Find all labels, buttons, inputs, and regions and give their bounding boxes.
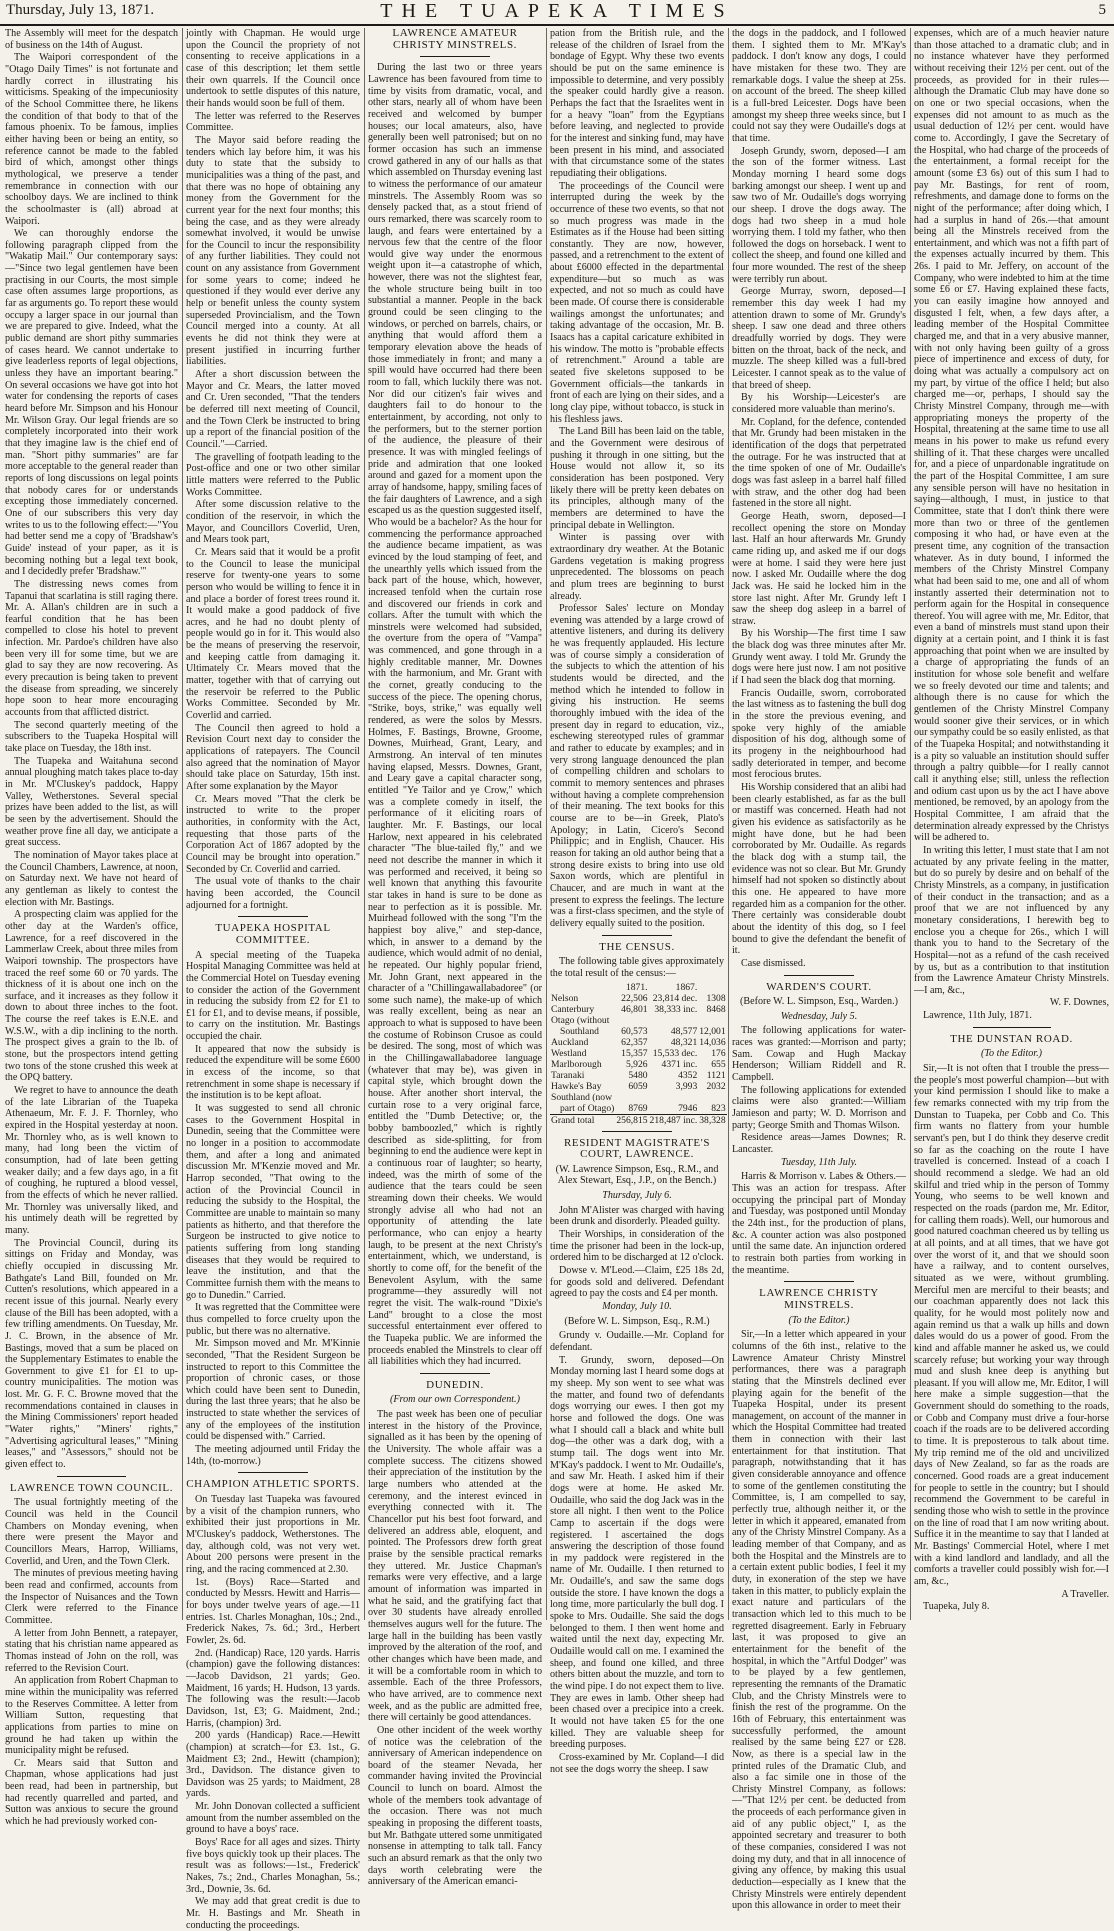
court-date: Tuesday, 11th July. <box>780 1156 858 1168</box>
article-paragraph: His Worship considered that an alibi had been clearly established, as far as the bull or mastiff was concerned. Heath had not given his evidence as satisfactorily as he might have done, but he had been corroborated by Mr. Oudaille. As regards the black dog with a stump tail, the evidence was not so clear. But Mr. Grundy himself had not spoken so distinctly about this one. He appeared to have more regarded him as a companion for the other. There certainly was considerable doubt about the identity of this dog, so I feel bound to give the defendant the benefit of it. <box>732 782 906 957</box>
article-paragraph: The Land Bill has been laid on the table, and the Government were desirous of pushing it through in one sitting, but the House would not allow it, so its consideration has been postponed. Very likely there will be pretty keen debates on its principles, although many of the members are determined to have the principal debate in Wellington. <box>550 426 724 531</box>
table-cell: 12,001 <box>699 1025 726 1037</box>
article-paragraph: Case dismissed. <box>741 957 806 969</box>
table-cell: 6059 <box>628 1080 648 1092</box>
article-paragraph: Francis Oudaille, sworn, corroborated the last witness as to fastening the bull dog in the store the previous evening, and spoke very highly of the amiable disposition of his dog, although some of its progeny in the neighbourhood had sadly deteriorated in temper, and become most ferocious brutes. <box>732 687 906 781</box>
article-paragraph: George Heath, sworn, deposed—I recollect opening the store on Monday last. Half an hour afterwards Mr. Grundy came riding up, and asked me if our dogs were at home. I said they were here just now. I asked Mr. Oudaille where the dog Jack was. He said he locked him in the store last night. After Mr. Grundy left I saw the sheep dog asleep in a barrel of straw. <box>732 510 906 627</box>
column-rule <box>182 28 183 1620</box>
table-header-row <box>550 982 727 993</box>
table-cell: Hawke's Bay <box>551 1080 602 1092</box>
table-cell <box>649 1015 699 1026</box>
article-paragraph: The Mayor said before reading the tenders which lay before him, it was his duty to state that the subsidy to municipalities was a thing of the past, and that there was no hope of obtaining any money from the Government for the current year for the next four months; this being the case, and as they were already somewhat involved, it would be unwise for the Council to incur the responsibility of any further liabilities. They could not count on any assistance from Government for some years to come; indeed he questioned if they would ever derive any help or benefit unless the county system superseded Provincialism, and the Town Council merged into a county. At all events he did not think they were at present justified in incurring further liabilities. <box>186 134 360 368</box>
article-paragraph: After some discussion relative to the condition of the reservoir, in which the Mayor, and Councillors Coverlid, Uren, and Mears took part, <box>186 499 360 546</box>
table-row <box>550 1092 727 1103</box>
article-paragraph: John M'Alister was charged with having been drunk and disorderly. Pleaded guilty. <box>550 1204 724 1228</box>
divider <box>602 1131 672 1132</box>
table-cell: 256,815 <box>616 1114 648 1126</box>
article-paragraph: jointly with Chapman. He would urge upon the Council the propriety of not consenting to receive applications in a case of this description; let them settle their own quarrels. If the Council once undertook to settle disputes of this nature, their hands would soon be full of them. <box>186 28 360 109</box>
article-paragraph: Residence areas—James Downes; R. Lancaster. <box>732 1132 906 1156</box>
article-paragraph: T. Grundy, sworn, deposed—On Monday morning last I heard some dogs at my sheep. My son went to see what was the matter, and found two of defendants dogs worrying our ewes. I then got my horse and followed the dogs. One was what I should call a black and white bull dog—the other was a dark dog, with a stump tail. The dogs went into Mr. M'Kay's paddock. I went to Mr. Oudaille's, and saw Mr. Heath. I asked him if their dogs were at home. He asked Mr. Oudaille, who said the dog Jack was in the store all night. I then went to the Police Camp to ascertain if the dogs were registered. I ascertained the dogs answering the description of those found in my paddock were registered in the name of Mr. Oudaille. I then returned to Mr. Oudaille's, and saw the same dogs outside the store. I have known the dogs a long time, more particularly the bull dog. I spoke to Mrs. Oudaille. She said the dogs belonged to them. I then went home and waited until the next day, expecting Mr. Oudaille would call on me. I examined the sheep, and found one killed, and three others bitten about the muzzle, and torn to the wind pipe. I do not expect them to live. They are ewes in lamb. Other sheep had been chased over a precipice into a creek. It would not have taken £5 for the one killed. They are valuable sheep for breeding purposes. <box>550 1354 724 1751</box>
table-cell: 655 <box>711 1058 726 1070</box>
table-cell: Taranaki <box>551 1069 585 1081</box>
table-cell: Southland <box>560 1025 599 1037</box>
bench-note: (Before W. L. Simpson, Esq., R.M.) <box>564 1315 710 1327</box>
article-paragraph: 1st. (Boys) Race—Started and conducted by Messrs. Hewitt and Harris—for boys under twelve years of age.—11 entries. 1st. Charles Monaghan, 10s.; 2nd., Frederick Nakes, 7s. 6d.; 3rd., Herbert Fowler, 2s. 6d. <box>186 1576 360 1646</box>
article-paragraph: After a short discussion between the Mayor and Cr. Mears, the latter moved and Cr. Uren seconded, "That the tenders be deferred till next meeting of Council, and the Town Clerk be instructed to bring up a report of the financial position of the Council."—Carried. <box>186 369 360 450</box>
letter-paragraph: Sir,—In a letter which appeared in your columns of the 6th inst., relative to the Lawrence Amateur Christy Minstrel performances, there was a paragraph stating that the Minstrels declined ever playing again for the benefit of the Tuapeka Hospital, under its present management, on account of the manner in which the Hospital Committee had treated them in connection with their last entertainment for that institution. That paragraph, notwithstanding that it has given considerable annoyance and offence to some of the gentlemen constituting the Committee, is, I am compelled to say, perfectly true, although neither it, or the letter in which it appeared, emanated from any of the Christy Minstrel Company. As a leading member of that Company, and as both the Hospital and the Minstrels are to a certain extent public bodies, I feel it my duty, in exoneration of the step we have taken in this matter, to publicly explain the exact nature and particulars of the transaction which led to this much to be regretted disagreement. Early in February last, it was proposed to give an entertainment for the benefit of the hospital, in which the "Artful Dodger" was to be played by a few gentlemen, representing the remnants of the Dramatic Club, and the Christy Minstrels were to finish the rest of the programme. On the 16th of February, this entertainment was successfully performed, the amount realised by the same being £27 or £28. Now, as there is a special law in the printed rules of the Dramatic Club, and also a fac simile one in those of the Christy Minstrel Company, as follows:—"That 12½ per cent. be deducted from the proceeds of each performance given in aid of any public object," I, as the appointed secretary and treasurer to both of these companies, considered I was not doing my duty, and that in all innocence of giving any offence, by making this usual deduction—especially as I knew that the Christy Minstrels were entirely dependent upon this allowance in order to meet their <box>732 1329 906 1912</box>
column-3 <box>368 27 542 1888</box>
table-cell: 48,321 <box>670 1036 698 1048</box>
article-paragraph: The past week has been one of peculiar interest in the history of the Province, signalled as it has been by the opening of the University. The whole affair was a complete success. The citizens showed their appreciation of the institution by the large numbers who attended at the ceremony, and the interest evinced in everything connected with it. The Chancellor put his best foot forward, and delivered an address able, eloquent, and pointed. The Professors drew forth great praise by the sensible practical remarks they uttered. Mr. Justice Chapman's remarks were very effective, and a large amount of information was imparted in what he said, and the gratifying fact that over 30 students have already enrolled themselves augurs well for the future. The large hall in the building has been vastly improved by the alteration of the roof, and other changes which have been made, and it will be a comfortable room in which to assemble. Each of the three Professors, who have arrived, are to commence next week, and as the public are admitted free, there will certainly be good attendances. <box>368 1409 542 1724</box>
table-cell: 218,487 inc. <box>649 1114 698 1126</box>
table-header-cell: 1871. <box>625 981 648 993</box>
divider <box>602 935 672 936</box>
article-paragraph: The letter was referred to the Reserves Committee. <box>186 110 360 134</box>
table-cell: 46,801 <box>621 1003 648 1015</box>
table-row <box>550 993 727 1004</box>
article-paragraph: George Murray, sworn, deposed—I remember this day week I had my attention drawn to some of Mr. Grundy's sheep. I saw one dead and three others dreadfully worried by dogs. They were bitten on the throat, back of the neck, and muzzle. The sheep killed was a full-bred Leicester. I cannot speak as to the value of that breed of sheep. <box>732 286 906 391</box>
table-cell: Otago (without <box>551 1014 610 1026</box>
letter-place-date: Lawrence, 11th July, 1871. <box>923 1010 1032 1022</box>
table-cell: 62,357 <box>621 1036 648 1048</box>
column-rule <box>546 28 547 1620</box>
table-cell: 176 <box>711 1047 726 1059</box>
news-item: We can thoroughly endorse the following paragraph clipped from the "Wakatip Mail." Our contemporary says:—"Since two legal gentlemen have been practising in our Courts, the most simple case often assumes large proportions, as far as arguments go. To report these would occupy a larger space in our journal than we are prepared to give. Indeed, what the public demand are short pithy summaries of cases heard. We cannot undertake to give leaderless reports of legal objections, unless they have an important bearing." On several occasions we have got into hot water for condensing the reports of cases heard before Mr. Simpson and his Honour Mr. Wilson Gray. Our legal friends are so completely incorporated into their work that they imagine law is the chief end of man. "Short pithy summaries" are far more acceptable to the general reader than reports of long discussions on legal points that nobody cares for or understands excepting those immediately concerned. One of our subscribers this very day writes to us to the following effect:—"You had better send me a copy of 'Bradshaw's Guide' instead of your paper, as it is becoming nothing but a legal text book, and I decidedly prefer 'Bradshaw.'" <box>5 228 178 578</box>
table-row <box>550 1070 727 1081</box>
section-heading-wardens-court: WARDEN'S COURT. <box>766 980 872 993</box>
letter-address: (To the Editor.) <box>980 1048 1043 1060</box>
table-cell: Nelson <box>551 992 579 1004</box>
article-paragraph: Winter is passing over with extraordinary dry weather. At the Botanic Gardens vegetation is making progress unprecedented. The blossoms on peach and plum trees are beginning to burst already. <box>550 532 724 602</box>
news-item: The Tuapeka and Waitahuna second annual ploughing match takes place to-day in Mr. M'Cluskey's paddock, Happy Valley, Wetherstones. Several special prizes have been added to the list, as will be seen by the advertisement. Should the weather prove fine all day, we anticipate a great success. <box>5 755 178 849</box>
court-date: Wednesday, July 5. <box>780 1010 858 1022</box>
article-paragraph: The usual fortnightly meeting of the Council was held in the Council Chambers on Monday evening, when there were present the Mayor and Councillors Mears, Harrop, Williams, Coverlid, and Uren, and the Town Clerk. <box>5 1497 178 1567</box>
table-row <box>550 1103 727 1115</box>
masthead <box>0 0 1114 26</box>
column-6 <box>914 28 1109 1620</box>
column-5 <box>732 28 906 1912</box>
article-paragraph: During the last two or three years Lawrence has been favoured from time to time by visits from dramatic, vocal, and other stars, nearly all of whom have been received and welcomed by bumper houses; our local amateurs, also, have generally been well patronised; but on no former occasion has such an immense crowd gathered in any of our halls as that which assembled on Thursday evening last to witness the performance of our amateur minstrels. The Assembly Room was so densely packed that, as a stout friend of ours remarked, there was scarcely room to laugh, and fears were entertained by a nervous few that the centre of the floor would give way under the enormous weight upon it—a catastrophe of which, however, there was not the slightest fear, the whole structure being built in too substantial a manner. People in the back ground could be seen clinging to the windows, or perched on barrels, chairs, or anything that would afford them a temporary elevation above the heads of those immediately in front; and many a spill would have occurred had there been room to fall, which luckily there was not. Nor did our citizen's fair wives and daughters fail to do honour to the entertainment, by according, not only to the performers, but to the sterner portion of the audience, the pleasure of their presence. It was with mingled feelings of pride and admiration that one looked around and gazed for a moment upon the array of handsome, happy, smiling faces of the fair daughters of Lawrence, and a sigh escaped us as the question suggested itself, Who would be a bachelor? As the hour for commencing the performance approached the audience became impatient, as was evinced by the loud stamping of feet, and the unearthly yells which issued from the back part of the house, which, however, increased tenfold when the curtain rose and discovered our friends in cork and collars. After the tumult with which the minstrels were welcomed had subsided, the overture from the opera of "Vampa" was commenced, and gone through in a highly creditable manner, Mr. Downes with the harmonium, and Mr. Grant with the cornet, greatly conducing to the success of the piece. The opening chorus, "Strike, boys, strike," was equally well rendered, as were the solos by Messrs. Holmes, F. Bastings, Browne, Groome, Downes, Muirhead, Grant, Leary, and Armstrong. An interval of ten minutes having elapsed, Messrs. Downes, Grant, and Leary gave a capital character song, entitled "Ye Tailor and ye Crow," which was a complete comedy in itself, the performance of it eliciting roars of laughter. Mr. F. Bastings, our local Harlow, next appeared in his celebrated character "The blue-tailed fly," and we need not describe the manner in which it was performed and received, it being so well known that anything this favourite star takes in hand is sure to be done as near to perfection as it is possible. Mr. Muirhead followed with the song "I'm the happiest boy alive," and step-dance, which, in answer to a demand by the audience, which would admit of no denial, he repeated. Our highly popular friend, Mr. John Grant, next appeared in the character of a "Chillingawallabadoree" (or some such name), the make-up of which was really excellent, being as near an approach to what is supposed to have been the costume of Robinson Crusoe as could be desired. The song, most of which was in the Chillingawallabadoree language (whatever that may be), was given in capital style, which brought down the house. After another short interval, the curtain rose to a very original farce, entitled the "Dumb Detective; or, the bobby bamboozled," which is rightly described as side-splitting, for from beginning to end the audience were kept in a continuous roar of laughter; so hearty, indeed, was the mirth of some of the audience that the tears could be seen streaming down their cheeks. We would strongly advise all who had not an opportunity of attending the late performance, who can enjoy a hearty laugh, to be present at the next Christy's entertainment, which, we understand, is shortly to come off, for the benefit of the Benevolent Asylum, with the same programme—they assuredly will not regret the visit. The walk-round "Dixie's Land" brought to a close the most successful entertainment ever offered to the Tuapeka public. We are informed the proceeds enabled the Minstrels to clear off all liabilities which they had incurred. <box>368 62 542 1368</box>
table-cell: 22,506 <box>621 992 648 1004</box>
article-paragraph: The following applications for extended claims were also granted:—William Jamieson and party; W. D. Morrison and party; George Smith and Thomas Wilson. <box>732 1084 906 1131</box>
article-paragraph: A letter from John Bennett, a ratepayer, stating that his christian name appeared as Thomas instead of John on the roll, was referred to the Revision Court. <box>5 1627 178 1674</box>
table-cell: 4352 <box>678 1069 698 1081</box>
article-paragraph: The gravelling of footpath leading to the Post-office and one or two other similar little matters were referred to the Public Works Committee. <box>186 451 360 498</box>
table-header-cell: 1867. <box>675 981 698 993</box>
section-heading-dunedin: DUNEDIN. <box>426 1378 484 1391</box>
table-cell: 1121 <box>706 1069 726 1081</box>
news-item: The nomination of Mayor takes place at the Council Chambers, Lawrence, at noon, on Saturday next. We have not heard of any gentleman as likely to contest the election with Mr. Bastings. <box>5 849 178 908</box>
table-row <box>550 1026 727 1037</box>
table-row <box>550 1059 727 1070</box>
column-rule <box>728 28 729 1620</box>
article-paragraph: One other incident of the week worthy of notice was the celebration of the anniversary of American independence on board of the steamer Nevada, her commander having invited the Provincial Council to lunch on board. Almost the whole of the members took advantage of the occasion. There was not much speaking in proposing the different toasts, but Mr. Bathgate uttered some unmitigated nonsense in attempting to talk tall. Fancy such an absurd remark as that the only two days worth celebrating were the anniversary of the American emanci- <box>368 1724 542 1888</box>
letter-signature: W. F. Downes, <box>1049 997 1109 1009</box>
table-cell: 3,993 <box>675 1080 698 1092</box>
divider <box>420 56 490 57</box>
article-paragraph: Joseph Grundy, sworn, deposed—I am the son of the former witness. Last Monday morning I heard some dogs barking amongst our sheep. I went up and saw two of Mr. Oudaille's dogs worrying our sheep. I drove the dogs away. The dogs had two sheep in a mud hole worrying them. I told my father, who then followed the dogs on horseback. I went to collect the sheep, and found one killed and four more wounded. The rest of the sheep were terribly run about. <box>732 145 906 285</box>
column-rule <box>910 28 911 1620</box>
column-rule <box>364 28 365 1620</box>
article-paragraph: By his Worship—Leicester's are considered more valuable than merino's. <box>732 392 906 415</box>
article-paragraph: The following applications for water-races was granted:—Morrison and party; Sam. Cowap and Hugh Mackay Henderson; William Riddell and R. Campbell. <box>732 1025 906 1084</box>
table-cell <box>698 1092 726 1103</box>
news-item: The Waipori correspondent of the "Otago Daily Times" is not fortunate and hardly correct in illustrating his witticisms. Speaking of the impecuniosity of the School Committee there, he likens the condition of that body to that of the famous phoenix. To be famous, implies either having been or being an entity, so reference cannot be made to the fabled bird of which, amongst other things mythological, we preserve a tender remembrance in connection with our schoolboy days. We are inclined to think the schoolmaster is (all) abroad at Waipori. <box>5 52 178 227</box>
table-cell: 23,814 dec. <box>652 992 698 1004</box>
article-paragraph: The proceedings of the Council were interrupted during the week by the occurrence of these two events, so that not so much progress was made in the Estimates as if the House had been sitting constantly. They are now, however, passed, and a retrenchment to the extent of about £6000 effected in the departmental expenditure—but so much as was expected, and not so much as could have been made. Of course there is considerable wailings amongst the unfortunates; and taking advantage of the occasion, Mr. B. Isaacs has a capital caricature exhibited in his window. The motto is "probable effects of retrenchment." Around a table are seated five skeletons supposed to be Government officials—the tankards in front of each are lying on their sides, and a long clay pipe, without tobacco, is stuck in his fleshless jaws. <box>550 180 724 425</box>
table-cell: 5,926 <box>625 1058 648 1070</box>
table-header-cell <box>550 982 615 993</box>
table-cell: 8468 <box>706 1003 726 1015</box>
table-cell: Auckland <box>551 1036 589 1048</box>
article-paragraph: Harris & Morrison v. Labes & Others.—This was an action for trespass. After occupying the principal part of Monday and Tuesday, was postponed until Monday the 24th inst., for the production of plans, &c. A counter action was also postponed until the same date. An injunction ordered to restrain both parties from working in the meantime. <box>732 1171 906 1276</box>
article-paragraph: Cr. Mears moved "That the clerk be instructed to write to the proper authorities, in conformity with the Act, requesting that those parts of the Corporation Act of 1867 adopted by the Council may be brought into operation." Seconded by Cr. Coverlid and carried. <box>186 793 360 875</box>
article-paragraph: Cross-examined by Mr. Copland—I did not see the dogs worry the sheep. I saw <box>550 1751 724 1775</box>
letter-paragraph: expenses, which are of a much heavier nature than those attached to a dramatic club; and in no instance whatever have they performed without receiving their 12½ per cent. out of the proceeds, as provided for in their rules—although the Dramatic Club may have done so on one or two special occasions, when the expenses did not amount to as much as the usual deduction of 12½ per cent. would have come to. Accordingly, I gave the Secretary of the Hospital, who had charge of the proceeds of the entertainment, a formal receipt for the amount (some £3 6s) out of this sum I had to pay Mr. Bastings, for rent of room, refreshments, and damage done to forms on the night of the performance; after doing which, I had a surplus in hand of 26s.—that amount being all the Minstrels received from the entertainment, and which was not a fifth part of the expenses actually incurred by them. This 26s. I paid to Mr. Jeffery, on account of the Company, who were indebted to him at the time some £6 or £7. Having explained these facts, you can easily imagine how annoyed and disgusted I felt, when, a few days after, a leading member of the Hospital Committee charged me, and that in a very abusive manner, with not only having been guilty of a gross piece of impertinence and excess of duty, for doing what was actually a compulsory act on my part, by virtue of the office I held; but also charged me—or, perhaps, I should say the Christy Minstrel Company, through me—with appropriating moneys the property of the Hospital, threatening at the same time to use all means in his power to make us refund every shilling of it. That these charges were uncalled for, and a piece of unpardonable ingratitude on the part of the Hospital Committee, I am sure any sensible person will have no hesitation in saying—although, I must, in justice to that Committee, state that I don't think there were more than two or three of the gentlemen composing it who had, or have even at the present time, any cognition of the transaction whatever. As in duty bound, I informed the members of the Christy Minstrel Company what had been said to me, one and all of whom instantly asserted their determination not to perform again for the Hospital in consequence thereof. You will agree with me, Mr. Editor, that even a band of minstrels must stand upon their dignity at a certain point, and I think it is fast approaching that point when we are insulted by a charge of appropriating the funds of an institution for whose sole benefit and welfare we so freely devoted our time and talents; and although there is no cause for which the gentlemen of the Christy Minstrel Company would sooner give their services, or in which our sympathy could be so easily enlisted, as that of the Tuapeka Hospital; and notwithstanding it is a pity so valuable an institution should suffer through a paltry quibble—for I really cannot call it anything else; still, unless the reflection and odium cast upon us by the act I have above mentioned, be removed, by an apology from the Hospital Committee, I am afraid that the determination already expressed by the Christys will be adhered to. <box>914 28 1109 844</box>
bench-note: (W. Lawrence Simpson, Esq., R.M., and Alex Stewart, Esq., J.P., on the Bench.) <box>555 1163 719 1187</box>
article-paragraph: Their Worships, in consideration of the time the prisoner had been in the lock-up, ordered him to be discharged at 12 o'clock. <box>550 1229 724 1264</box>
article-paragraph: It was suggested to send all chronic cases to the Government Hospital in Dunedin, seeing that the Committee were no longer in a position to accommodate them, and after a long and animated discussion Mr. M'Kenzie moved and Mr. Harrop seconded, "That owing to the action of the Provincial Council in reducing the subsidy to the Hospital, the Committee are unable to maintain so many patients as hitherto, and that therefore the Surgeon be instructed to give notice to patients suffering from long standing diseases that they would be required to leave the institution, and that the Committee furnish them with the means to go to Dunedin." Carried. <box>186 1103 360 1301</box>
news-item: The Assembly will meet for the despatch of business on the 14th of August. <box>5 28 178 51</box>
section-heading-hospital: TUAPEKA HOSPITAL COMMITTEE. <box>215 922 331 946</box>
news-item: A prospecting claim was applied for the other day at the Warden's office, Lawrence, for a reef discovered in the Lammerlaw Creek, about three miles from Waipori township. The prospectors have traced the reef some 60 or 70 yards. The thickness of it is about one inch on the surface, and it increases as they follow it down to about three inches to the foot. The course the reef takes is E.N.E. and W.S.W., with a dip inclining to the north. The prospect gives a grain to the lb. of stone, but the prospectors intend getting two tons of the stone crushed this week at the OPQ battery. <box>5 909 178 1084</box>
table-cell: 14,036 <box>699 1036 726 1048</box>
divider <box>238 1472 308 1473</box>
article-paragraph: We may add that great credit is due to Mr. H. Bastings and Mr. Sheath in conducting the proceedings. <box>186 1896 360 1931</box>
section-heading-sports: CHAMPION ATHLETIC SPORTS. <box>186 1478 360 1491</box>
table-cell: Westland <box>551 1047 587 1059</box>
divider <box>238 916 308 917</box>
article-paragraph: A special meeting of the Tuapeka Hospital Managing Committee was held at the Commercial Hotel on Tuesday evening to consider the action of the Government in reducing the subsidy from £2 for £1 to £1 for £1, and to devise means, if possible, to carry on the institution. Mr. Bastings occupied the chair. <box>186 949 360 1043</box>
table-cell: 15,533 dec. <box>652 1047 698 1059</box>
article-paragraph: The usual vote of thanks to the chair having been accorded, the Council adjourned for a fortnight. <box>186 876 360 911</box>
page-number: 5 <box>1098 2 1106 18</box>
article-paragraph: pation from the British rule, and the release of the children of Israel from the bondage of Egypt. Why these two events should be put on the same eminence is impossible to determine, and very possibly the speaker could hardly give a reason. Perhaps the fact that the Israelites went in for a heavy "loan" from the Egyptians before leaving, and neglected to provide for the interest and sinking fund, may have been present in his mind, and associated with that circumstance some of the states repudiating their obligations. <box>550 28 724 179</box>
table-cell: 38,328 <box>699 1114 726 1126</box>
section-heading-dunstan-road: THE DUNSTAN ROAD. <box>950 1032 1073 1045</box>
issue-date: Thursday, July 13, 1871. <box>6 2 155 18</box>
table-cell: 8769 <box>628 1102 648 1114</box>
table-cell: 4371 inc. <box>661 1058 698 1070</box>
article-paragraph: On Tuesday last Tuapeka was favoured by a visit of the champion runners, who exhibited their just proportions in Mr. M'Cluskey's paddock, Wetherstones. The day, although cold, was not very wet. About 200 persons were present in the ring, and the racing commenced at 2.30. <box>186 1494 360 1575</box>
article-paragraph: Cr. Mears said that Sutton and Chapman, whose applications had just been read, had been in partnership, but had recently quarrelled and parted, and Sutton was anxious to secure the ground which he had previously worked con- <box>5 1757 178 1828</box>
letter-place-date: Tuapeka, July 8. <box>923 1601 990 1613</box>
divider <box>57 1476 126 1477</box>
table-cell: Canterbury <box>551 1003 595 1015</box>
table-cell <box>649 1092 699 1103</box>
article-paragraph: Professor Sales' lecture on Monday evening was attended by a large crowd of attentive listeners, and during its delivery he was frequently applauded. His lecture was of course simply a consideration of the subjects to which the attention of his students would be directed, and the method which he intended to follow in giving his instruction. He seems thoroughly imbued with the idea of the present day in regard to education, viz., eschewing stereotyped rules of grammar and rather to educate by examples; and in very strong language denounced the plan of compelling children and scholars to commit to memory sentences and phrases without having a complete comprehension of their meaning. The text books for this course are to be—in Greek, Plato's Apology; in Latin, Cicero's Second Philippic; and in English, Chaucer. His reason for taking an old author being that a strong desire exists to bring into use old Saxon words, which are plentiful in Chaucer, and are much in want at the present to express the feelings. The lecture was a first-class specimen, and the style of delivery equally suited to the position. <box>550 603 724 929</box>
article-paragraph: It was regretted that the Committee were thus compelled to force cruelty upon the public, but there was no alternative. <box>186 1302 360 1337</box>
table-cell: Marlborough <box>551 1058 602 1070</box>
article-paragraph: the dogs in the paddock, and I followed them. I sighted them to Mr. M'Kay's paddock. I don't know any dogs, I could have mistaken for these two. They are remarkable dogs. I value the sheep at 25s. on account of the breed. The sheep killed is a full-bred Leicester. Dogs have been amongst my sheep three weeks since, but I could not say they were Oudaille's dogs at that time. <box>732 28 906 144</box>
article-paragraph: Mr. John Donovan collected a sufficient amount from the number assembled on the ground to have a boys' race. <box>186 1801 360 1836</box>
table-row <box>550 1048 727 1059</box>
article-paragraph: It appeared that now the subsidy is reduced the expenditure will be some £600 in excess of the income, so that retrenchment in some shape is necessary if the institution is to be kept afloat. <box>186 1043 360 1102</box>
article-paragraph: Dowse v. M'Leod.—Claim, £25 18s 2d, for goods sold and delivered. Defendant agreed to pay the costs and £4 per month. <box>550 1265 724 1300</box>
news-paragraphs <box>5 28 178 1471</box>
article-paragraph: The Council then agreed to hold a Revision Court next day to consider the applications of ratepayers. The Council also agreed that the nomination of Mayor should take place on Saturday, 15th inst. After some explanation by the Mayor <box>186 722 360 792</box>
divider <box>420 1373 490 1374</box>
news-item: The Provincial Council, during its sittings on Friday and Monday, was chiefly occupied in discussing Mr. Bathgate's Land Bill, founded on Mr. Cutten's resolutions, which appeared in a recent issue of this journal. Nearly every clause of the Bill has been adopted, with a few trifling amendments. On Tuesday, Mr. J. C. Brown, in the absence of Mr. Bastings, moved that a sum be placed on the Supplementary Estimates to enable the Government to give £1 for £1 to up-country municipalities. The motion was lost. Mr. G. F. C. Browne moved that the recommendations contained in clauses in the Mining Commissioners' report headed "Water rights," "Miners' rights," "Advertising agricultural leases," "Mining leases," and "Assessors," should not be given effect to. <box>5 1237 178 1471</box>
table-cell: Southland (now <box>551 1091 613 1103</box>
section-heading-minstrels-letter: LAWRENCE CHRISTY MINSTRELS. <box>759 1287 879 1311</box>
table-cell: 5480 <box>628 1069 648 1081</box>
news-item: The second quarterly meeting of the subscribers to the Tuapeka Hospital will take place on Tuesday, the 18th inst. <box>5 719 178 755</box>
table-row <box>550 1004 727 1015</box>
correspondent-note: (From our own Correspondent.) <box>390 1394 520 1406</box>
column-4 <box>550 28 726 1775</box>
table-cell: 1308 <box>706 992 726 1004</box>
letter-paragraph: In writing this letter, I must state that I am not actuated by any private feeling in the matter, but do so purely by desire and on behalf of the Christy Minstrels, as a company, in justification of their conduct in the transaction; and as a proof that we are not influenced by any monetary considerations, I herewith beg to enclose you a cheque for 26s., which I will thank you to hand to the Secretary of the Hospital—not as a refund of the cash received by us, but as a contribution to that institution from the Lawrence Amateur Christy Minstrels.—I am, &c., <box>914 844 1109 996</box>
court-date: Monday, July 10. <box>602 1301 672 1313</box>
table-cell: 60,573 <box>621 1025 648 1037</box>
article-paragraph: The minutes of previous meeting having been read and confirmed, accounts from the Inspector of Nuisances and the Town Clerk were referred to the Finance Committee. <box>5 1568 178 1626</box>
table-cell: 15,357 <box>621 1047 648 1059</box>
newspaper-title: THE TUAPEKA TIMES <box>380 0 734 22</box>
table-cell <box>615 1015 648 1026</box>
article-paragraph: 2nd. (Handicap) Race, 120 yards. Harris (champion) gave the following distances:—Jacob Davidson, 21 yards; Geo. Maidment, 16 yards; H. Hudson, 13 yards. The following was the result:—Jacob Davidson, 1st, £3; G. Maidment, 2nd.; Harris, (champion) 3rd. <box>186 1647 360 1729</box>
article-paragraph: Boys' Race for all ages and sizes. Thirty five boys quickly took up their places. The result was as follows:—1st., Frederick' Nakes, 7s.; 2nd., Charles Monaghan, 5s.; 3rd., Downie, 3s. 6d. <box>186 1837 360 1895</box>
article-paragraph: The meeting adjourned until Friday the 14th, (to-morrow.) <box>186 1444 360 1467</box>
table-cell: 2032 <box>706 1080 726 1092</box>
table-total-row <box>550 1114 727 1126</box>
table-cell: 48,577 <box>670 1025 698 1037</box>
letter-signature: A Traveller. <box>1061 1588 1109 1600</box>
table-cell <box>615 1092 648 1103</box>
table-cell: 823 <box>711 1102 726 1114</box>
letter-address: (To the Editor.) <box>788 1314 850 1326</box>
divider <box>784 1281 854 1282</box>
section-heading-magistrates-court: RESIDENT MAGISTRATE'S COURT, LAWRENCE. <box>563 1136 711 1161</box>
table-cell: 7946 <box>678 1102 698 1114</box>
census-intro: The following table gives approximately the total result of the census:— <box>550 956 724 979</box>
table-cell: part of Otago) <box>560 1102 615 1114</box>
court-date: Thursday, July 6. <box>602 1190 672 1202</box>
page-columns <box>5 27 1109 1931</box>
column-1 <box>5 28 178 1828</box>
article-paragraph: Cr. Mears said that it would be a profit to the Council to lease the municipal reserve for twenty-one years to some person who would be willing to fence it in and place a border of forest trees round it. It would make a good paddock of five acres, and he had no doubt plenty of people would go in for it. This would also be the means of preserving the reservoir, and keeping cattle from damaging it. Ultimately Cr. Mears moved that the matter, together with that of carrying out the reservoir be referred to the Public Works Committee. Seconded by Mr. Coverlid and carried. <box>186 546 360 722</box>
divider <box>784 975 854 976</box>
letter-paragraph: Sir,—It is not often that I trouble the press—the people's most powerful champion—but with your kind permission I should like to make a few remarks connected with my trip from the Dunstan to Tuapeka, per Cobb and Co. This firm wants no flattery from your humble servant's pen, but I do think they deserve credit so far as the coaching on the route I have travelled is concerned. Instead of a coach I should recommend a sledge. We had an old skilful and tried whip in the person of Tommy Young, who seems to be well known and respected on the roads (pardon me, Mr. Editor, for calling them roads). Well, our humorous and good natured coachman cheered us by telling us at all points, and at all times, that we have got over the worst of it, and that we should soon have a railway, and to content ourselves, situated as we were, without grumbling. Merciful men are merciful to their beasts; and our coachman apparently does not lack this quality, for he would most politely now and again remind us that a walk up hills and down dales would do us a power of good. From the kind and affable manner he asked us, we could scarcely refuse; but working your way through mud and slush knee deep is anything but pleasant. If you will allow me, Mr. Editor, I will here make a simple suggestion—that the Government should do something to the roads, or Cobb and Company must drive a four-horse coach if the roads are to be delivered according to time. It is preposterous to talk about time. My trip remind me of the old and uncivilized days of New Zealand, so far as the roads are concerned. Good roads are a great inducement for people to settle in the country; but I should recommend the Government to be careful in sending those who wish to settle in the province on the line of road that I am now writing about. Suffice it in the meantime to say that I landed at Mr. Bastings' Commercial Hotel, where I met with a kind landlord and landlady, and all the comforts a traveller could possibly wish for.—I am, &c., <box>914 1063 1109 1587</box>
news-item: The distressing news comes from Tapanui that scarlatina is still raging there. Mr. A. Allan's children are in such a fearful condition that he has been compelled to close his hotel to prevent infection. Mr. Pardoe's children have also been very ill for some time, but we are glad to say they are now recovering. As every precaution is being taken to prevent the disease from spreading, we sincerely hope soon to hear more encouraging accounts from that afflicted district. <box>5 578 178 719</box>
news-item: We regret to have to announce the death of the late Librarian of the Tuapeka Athenaeum, Mr. F. J. F. Thornley, who expired in the Hospital yesterday at noon. Mr. Thornley who, as is well known to many, had long been the victim of consumption, had of late been getting weaker daily; and a few days ago, in a fit of coughing, he ruptured a blood vessel, from the effects of which he never rallied. Mr. Thornley was universally liked, and his untimely death will be regretted by many. <box>5 1085 178 1236</box>
table-row <box>550 1037 727 1048</box>
article-paragraph: By his Worship—The first time I saw the black dog was three minutes after Mr. Grundy went away. I told Mr. Grundy the dogs were here just now. I am not positive if I had seen the black dog that morning. <box>732 628 906 687</box>
article-paragraph: 200 yards (Handicap) Race.—Hewitt (champion) at scratch—for £3. 1st., G. Maidment £3; 2nd., Hewitt (champion); 3rd., Davidson. The distance given to Davidson was 25 yards; to Maidment, 28 yards. <box>186 1730 360 1800</box>
census-table <box>550 982 727 1126</box>
article-paragraph: Mr. Copland, for the defence, contended that Mr. Grundy had been mistaken in the identification of the dogs that perpetrated the outrage. For he was instructed that at the time spoken of one of Mr. Oudaille's dogs was fast asleep in a barrel half filled with straw, and the other dog had been fastened in the store all night. <box>732 416 906 510</box>
article-paragraph: Grundy v. Oudaille.—Mr. Copland for defendant. <box>550 1330 724 1353</box>
divider <box>973 1027 1051 1028</box>
section-heading-town-council: LAWRENCE TOWN COUNCIL. <box>9 1481 174 1494</box>
table-cell: 38,333 inc. <box>654 1003 698 1015</box>
table-header-cell <box>698 982 726 993</box>
column-2 <box>186 28 360 1931</box>
section-heading-minstrels: LAWRENCE AMATEUR CHRISTY MINSTRELS. <box>392 27 518 51</box>
section-heading-census: THE CENSUS. <box>599 940 675 953</box>
article-paragraph: Mr. Simpson moved and Mr. M'Kinnie seconded, "That the Resident Surgeon be instructed to report to this Committee the proportion of chronic cases, or those which could have been sent to Dunedin, during the last three years; that he also be instructed to state whether the services of any of the employees of the institution could be dispensed with." Carried. <box>186 1338 360 1443</box>
table-row <box>550 1081 727 1092</box>
table-cell <box>698 1015 726 1026</box>
table-row <box>550 1015 727 1026</box>
article-paragraph: An application from Robert Chapman to mine within the municipality was referred to the Reserves Committee. A letter from William Sutton, requesting that applications from parties to mine on ground he had taken up within the municipality might be refused. <box>5 1675 178 1757</box>
bench-note: (Before W. L. Simpson, Esq., Warden.) <box>740 996 898 1008</box>
table-cell: Grand total <box>550 1114 615 1126</box>
